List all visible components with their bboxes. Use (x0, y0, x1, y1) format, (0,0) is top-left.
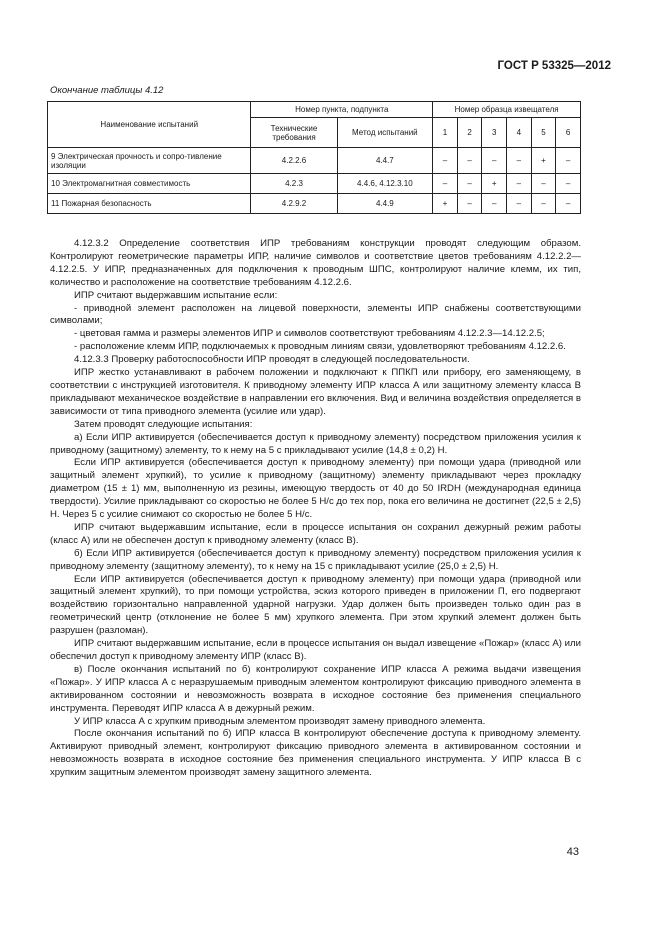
paragraph: Затем проводят следующие испытания: (74, 418, 253, 430)
test-name-cell: 10 Электромагнитная совместимость (48, 174, 251, 194)
paragraph: После окончания испытаний по б) ИПР класса В контролируют обеспечение доступа к приводному элементу. Активируют приводный элемент, контролируют фиксацию приводного элемента в активированном состоянии и невозможность возврата в исходное состояние без применения специального инструмента. У ИПР класса В с хрупким защитным элементом производят замену защитного элемента. (50, 728, 581, 779)
mark-cell: – (457, 148, 482, 174)
table-row (48, 194, 581, 214)
group-item-number: Номер пункта, подпункта (251, 102, 433, 118)
method-cell: 4.4.9 (337, 194, 433, 214)
paragraph: Если ИПР активируется (обеспечивается доступ к приводному элементу) при помощи удара (приводной или защитный элемент хрупкий), то при помощи устройства, эскиз которого приведен в приложении П, его подвергают воздействию горизонтально направленной ударной нагрузки. Удар должен быть произведен только один раз в геометрический центр (отклонение не более 5 мм) хрупкого элемента. При этом хрупкий элемент должен быть разрушен (разломан). (50, 573, 581, 637)
table-caption: Окончание таблицы 4.12 (50, 85, 164, 96)
mark-cell: – (507, 174, 532, 194)
mark-cell: – (531, 194, 556, 214)
col-test-name: Наименование испытаний (48, 102, 251, 148)
col-tech-requirements: Технические требования (251, 118, 337, 148)
mark-cell: – (457, 174, 482, 194)
col-sample-3: 3 (482, 118, 507, 148)
table-row (48, 174, 581, 194)
tech-cell: 4.2.9.2 (251, 194, 337, 214)
paragraph: в) После окончания испытаний по б) контролируют сохранение ИПР класса А режима выдачи извещения «Пожар». У ИПР класса А с неразрушаемым приводным элементом контролируют фиксацию приводного элемента в активированном состоянии и невозможность возврата в исходное состояние без применения специального инструмента. Переводят ИПР класса А в дежурный режим. (50, 663, 581, 714)
mark-cell: – (433, 174, 458, 194)
paragraph: ИПР считают выдержавшим испытание, если в процессе испытания он сохранил дежурный режим работы (класс А) или не обеспечен доступ к приводному элементу (класс В). (50, 521, 581, 546)
mark-cell: – (433, 148, 458, 174)
mark-cell: – (482, 148, 507, 174)
paragraph: ИПР жестко устанавливают в рабочем положении и подключают к ППКП или прибору, его заменяющему, в соответствии с инструкцией изготовителя. К приводному элементу ИПР класса А или защитному элементу класса В прикладывают механическое воздействие в направлении его включения. Вид и величина воздействия определяется в зависимости от типа приводного элемента (усилие или удар). (50, 367, 581, 417)
col-sample-5: 5 (531, 118, 556, 148)
mark-cell: – (556, 148, 581, 174)
mark-cell: – (556, 194, 581, 214)
method-cell: 4.4.7 (337, 148, 433, 174)
paragraph: ИПР считают выдержавшим испытание если: (74, 289, 278, 301)
list-item: - расположение клемм ИПР, подключаемых к проводным линиям связи, удовлетворяют требованиям 4.12.2.6. (74, 341, 566, 353)
paragraph: У ИПР класса А с хрупким приводным элементом производят замену приводного элемента. (74, 715, 486, 727)
paragraph: б) Если ИПР активируется (обеспечивается доступ к приводному элементу) посредством приложения усилия к приводному элементу (защитному элементу), то к нему на 15 с прикладывают усилие (25,0 ± 2,5) Н. (50, 547, 581, 572)
mark-cell: – (531, 174, 556, 194)
mark-cell: – (457, 194, 482, 214)
paragraph: 4.12.3.2 Определение соответствия ИПР требованиям конструкции проводят следующим образом. Контролируют геометрические параметры ИПР, наличие символов и соответствие цветов требованиям 4.12.2.2—4.12.2.5. У ИПР, предназначенных для подключения к проводным ШПС, контролируют наличие клемм, их тип, количество и расположение на соответствие требованиям 4.12.2.6. (50, 238, 581, 288)
body-text (50, 238, 581, 780)
mark-cell: – (482, 194, 507, 214)
list-item: - приводной элемент расположен на лицевой поверхности, элементы ИПР снабжены соответствующими символами; (50, 302, 581, 327)
test-results-table (47, 101, 581, 214)
test-name-cell: 11 Пожарная безопасность (48, 194, 251, 214)
mark-cell: + (531, 148, 556, 174)
col-sample-6: 6 (556, 118, 581, 148)
document-code: ГОСТ Р 53325—2012 (497, 60, 611, 72)
tech-cell: 4.2.2.6 (251, 148, 337, 174)
mark-cell: + (482, 174, 507, 194)
col-test-method: Метод испытаний (337, 118, 433, 148)
paragraph: Если ИПР активируется (обеспечивается доступ к приводному элементу) при помощи удара (приводной или защитный элемент хрупкий), то усилие к приводному (защитному) элементу прикладывают через прокладку диаметром (15 ± 1) мм, выполненную из резины, имеющую твердость от 40 до 50 IRDH (международная единица твердости). Усилие прикладывают со скоростью не более 5 Н/с до тех пор, пока его величина не достигнет (22,5 ± 2,5) Н. Через 5 с усилие снимают со скоростью не более 5 Н/с. (50, 457, 581, 521)
table-row (48, 148, 581, 174)
col-sample-2: 2 (457, 118, 482, 148)
mark-cell: – (507, 194, 532, 214)
page-number: 43 (566, 846, 579, 858)
method-cell: 4.4.6, 4.12.3.10 (337, 174, 433, 194)
mark-cell: – (556, 174, 581, 194)
paragraph: а) Если ИПР активируется (обеспечивается доступ к приводному элементу) посредством приложения усилия к приводному (защитному) элементу, то к нему на 5 с прикладывают усилие (14,8 ± 0,2) Н. (50, 431, 581, 456)
paragraph: 4.12.3.3 Проверку работоспособности ИПР проводят в следующей последовательности. (74, 354, 470, 366)
mark-cell: – (507, 148, 532, 174)
test-name-cell: 9 Электрическая прочность и сопро-тивление изоляции (48, 148, 251, 174)
col-sample-4: 4 (507, 118, 532, 148)
tech-cell: 4.2.3 (251, 174, 337, 194)
group-sample-number: Номер образца извещателя (433, 102, 581, 118)
list-item: - цветовая гамма и размеры элементов ИПР и символов соответствуют требованиям 4.12.2.3—14.12.2.5; (74, 328, 545, 340)
mark-cell: + (433, 194, 458, 214)
paragraph: ИПР считают выдержавшим испытание, если в процессе испытания он выдал извещение «Пожар» (класс А) или обеспечил доступ к приводному элементу ИПР (класс В). (50, 638, 581, 662)
col-sample-1: 1 (433, 118, 458, 148)
